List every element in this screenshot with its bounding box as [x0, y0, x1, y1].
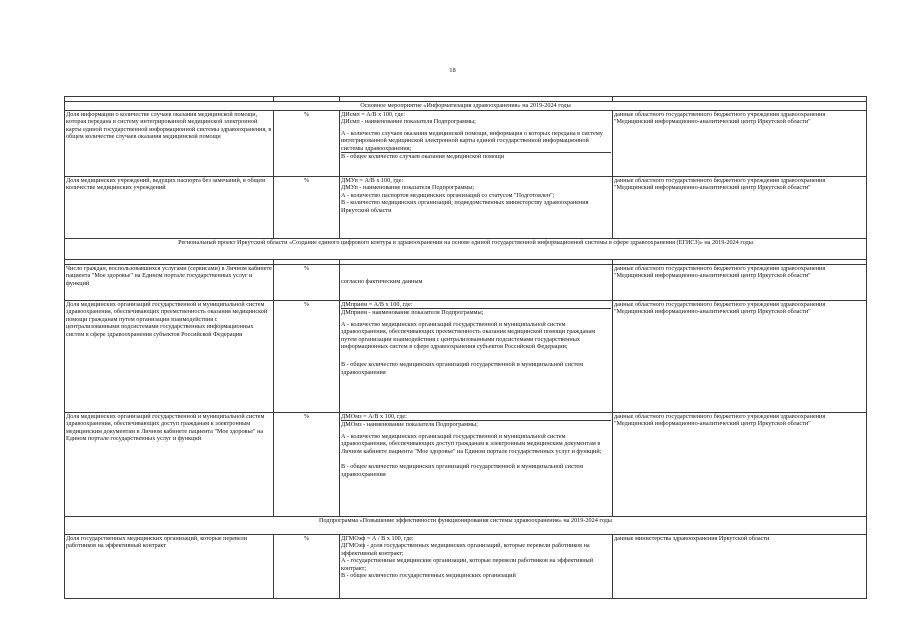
- formula-line: ДМУп = А/В х 100, где:: [341, 176, 404, 184]
- table-row: [65, 176, 867, 238]
- formula-line: ДИсмп = А/В х 100, где:: [341, 110, 405, 118]
- formula-line: ДГМОэф - доля государственных медицинских организаций, которые перевели работников на эффективный контракт;: [341, 542, 590, 557]
- page-number: 18: [449, 67, 456, 74]
- formula-line: В - общее количество случаев оказания медицинской помощи: [341, 152, 611, 161]
- unit-cell: %: [274, 264, 340, 300]
- formula-line: согласно фактическим данным: [341, 278, 423, 286]
- source-cell: данные областного государственного бюджетного учреждения здравоохранения "Медицинский информационно-аналитический центр Иркутской области": [613, 264, 867, 300]
- indicator-table: [64, 96, 867, 599]
- source-cell: данные областного государственного бюджетного учреждения здравоохранения "Медицинский информационно-аналитический центр Иркутской области": [613, 300, 867, 412]
- section-heading: Региональный проект Иркутской области «Создание единого цифрового контура в здравоохранении на основе единой государственной информационной системы в сфере здравоохранения (ЕГИСЗ)» на 2019-2024 годы: [65, 238, 867, 259]
- formula-cell: [340, 264, 613, 300]
- formula-line: В - количество медицинских организаций, подведомственных министерству здравоохранения Иркутской области: [341, 199, 589, 214]
- table-row: [65, 264, 867, 300]
- unit-cell: %: [274, 176, 340, 238]
- formula-cell: [340, 176, 613, 238]
- formula-line: В - общее количество медицинских организаций государственной и муниципальной систем здравоохранения: [341, 360, 584, 376]
- formula-cell: [340, 534, 613, 598]
- section-row: [65, 238, 867, 259]
- formula-line: ДМОмз = А/В х 100, где:: [341, 412, 407, 420]
- formula-line: А - количество паспортов медицинских организаций со статусом "Подготовлен";: [341, 191, 555, 199]
- formula-line: ДМприем - наименование показателя Подпрограммы;: [341, 308, 611, 317]
- source-cell: данные областного государственного бюджетного учреждения здравоохранения "Медицинский информационно-аналитический центр Иркутской области": [613, 176, 867, 238]
- indicator-name: Доля медицинских организаций государственной и муниципальной систем здравоохранения, обеспечивающих преемственность оказания медицинской помощи гражданам путем организации взаимодействия с централизованными подсистемами государственных информационных систем в сфере здравоохранения субъектов Российской Федерации: [65, 300, 274, 412]
- section-heading: Основное мероприятие «Информатизация здравоохранения» на 2019-2024 годы: [65, 102, 867, 111]
- formula-line: ДГМОэф = А / В х 100, где:: [341, 534, 414, 542]
- unit-cell: %: [274, 300, 340, 412]
- formula-line: А - государственные медицинские организации, которые перевели работников на эффективный контракт;: [341, 557, 594, 572]
- source-cell: данные министерства здравоохранения Иркутской области: [613, 534, 867, 598]
- formula-cell: [340, 300, 613, 412]
- indicator-name: Доля медицинских учреждений, ведущих паспорта без замечаний, в общем количестве медицинских учреждений: [65, 176, 274, 238]
- formula-line: А - количество медицинских организаций государственной и муниципальной систем здравоохранения, обеспечивающих доступ гражданам к электронным медицинским документам в Личном кабинете пациента "Мое здоровье" на Едином портале государственных услуг и функций;: [341, 432, 602, 455]
- section-row: [65, 516, 867, 534]
- formula-line: А - количество медицинских организаций государственной и муниципальной систем здравоохранения, обеспечивающих преемственность оказания медицинской помощи гражданам путем организации взаимодействия с централизованными подсистемами государственных информационных систем в сфере здравоохранения субъектов Российской Федерации;: [341, 320, 596, 351]
- formula-line: В - общее количество государственных медицинских организаций: [341, 572, 516, 580]
- formula-line: А - количество случаев оказания медицинской помощи, информация о которых передана в систему интегрированной медицинской электронной карты единой государственной информационной системы здравоохранения;: [341, 129, 603, 152]
- source-cell: данные областного государственного бюджетного учреждения здравоохранения "Медицинский информационно-аналитический центр Иркутской области": [613, 412, 867, 516]
- unit-cell: %: [274, 412, 340, 516]
- section-heading: Подпрограмма «Повышение эффективности функционирования системы здравоохранения» на 2019-2024 годы: [65, 516, 867, 534]
- formula-cell: [340, 412, 613, 516]
- indicator-name: Доля медицинских организаций государственной и муниципальной систем здравоохранения, обеспечивающих доступ гражданам к электронным медицинским документам в Личном кабинете пациента "Мое здоровье" на Едином портале государственных услуг и функций: [65, 412, 274, 516]
- formula-line: ДМУп - наименование показателя Подпрограммы;: [341, 184, 475, 192]
- formula-line: ДМприем = А/В х 100, где:: [341, 300, 413, 308]
- indicator-name: Число граждан, воспользовавшихся услугами (сервисами) в Личном кабинете пациента "Мое здоровье" на Едином портале государственных услуг и функций: [65, 264, 274, 300]
- table-row: [65, 534, 867, 598]
- table-row: [65, 412, 867, 516]
- table-row: [65, 110, 867, 176]
- formula-cell: [340, 110, 613, 176]
- formula-line: ДИсмп - наименование показателя Подпрограммы;: [341, 118, 476, 126]
- source-cell: данные областного государственного бюджетного учреждения здравоохранения "Медицинский информационно-аналитический центр Иркутской области": [613, 110, 867, 176]
- section-row: [65, 102, 867, 111]
- unit-cell: %: [274, 110, 340, 176]
- indicator-name: Доля информации о количестве случаев оказания медицинской помощи, которая передана в систему интегрированной медицинской электронной карты единой государственной информационной системы здравоохранения, в общем количестве случаев оказания медицинской помощи: [65, 110, 274, 176]
- table-row: [65, 300, 867, 412]
- formula-line: ДМОмз - наименование показателя Подпрограммы;: [341, 420, 611, 429]
- indicator-name: Доля государственных медицинских организаций, которые перевели работников на эффективный контракт: [65, 534, 274, 598]
- formula-line: В - общее количество медицинских организаций государственной и муниципальной систем здравоохранения: [341, 463, 584, 478]
- unit-cell: %: [274, 534, 340, 598]
